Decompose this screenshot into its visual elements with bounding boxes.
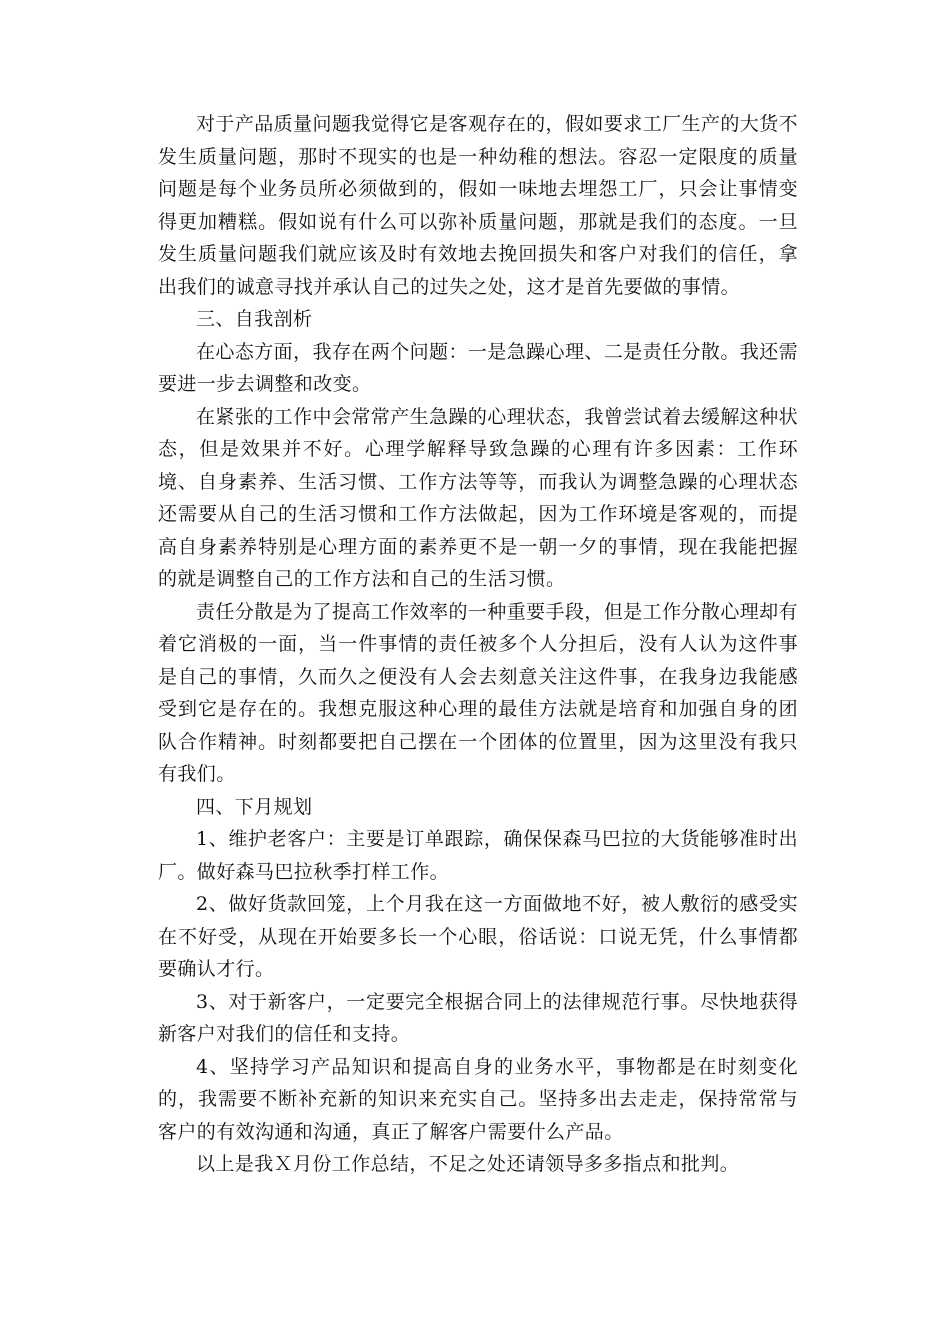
document-body (158, 108, 798, 1181)
section-heading-next-month-plan: 四、下月规划 (196, 795, 313, 818)
paragraph-quality-issues: 对于产品质量问题我觉得它是客观存在的，假如要求工厂生产的大货不发生质量问题，那时不现实的也是一种幼稚的想法。容忍一定限度的质量问题是每个业务员所必须做到的，假如一味地去埋怨工厂，只会让事情变得更加糟糕。假如说有什么可以弥补质量问题，那就是我们的态度。一旦发生质量问题我们就应该及时有效地去挽回损失和客户对我们的信任，拿出我们的诚意寻找并承认自己的过失之处，这才是首先要做的事情。 (158, 113, 798, 298)
plan-item-4: 4、坚持学习产品知识和提高自身的业务水平，事物都是在时刻变化的，我需要不断补充新的知识来充实自己。坚持多出去走走，保持常常与客户的有效沟通和沟通，真正了解客户需要什么产品。 (158, 1055, 798, 1143)
paragraph-mindset: 在心态方面，我存在两个问题：一是急躁心理、二是责任分散。我还需要进一步去调整和改变。 (158, 340, 798, 395)
plan-item-2: 2、做好货款回笼，上个月我在这一方面做地不好，被人敷衍的感受实在不好受，从现在开始要多长一个心眼，俗话说：口说无凭，什么事情都要确认才行。 (158, 893, 798, 980)
paragraph-impatience: 在紧张的工作中会常常产生急躁的心理状态，我曾尝试着去缓解这种状态，但是效果并不好。心理学解释导致急躁的心理有许多因素：工作环境、自身素养、生活习惯、工作方法等等，而我认为调整急躁的心理状态还需要从自己的生活习惯和工作方法做起，因为工作环境是客观的，而提高自身素养特别是心理方面的素养更不是一朝一夕的事情，现在我能把握的就是调整自己的工作方法和自己的生活习惯。 (158, 405, 798, 590)
section-heading-self-analysis: 三、自我剖析 (196, 308, 313, 330)
plan-item-3: 3、对于新客户，一定要完全根据合同上的法律规范行事。尽快地获得新客户对我们的信任和支持。 (158, 990, 798, 1045)
paragraph-responsibility: 责任分散是为了提高工作效率的一种重要手段，但是工作分散心理却有着它消极的一面，当一件事情的责任被多个人分担后，没有人认为这件事是自己的事情，久而久之便没有人会去刻意关注这件事，在我身边我能感受到它是存在的。我想克服这种心理的最佳方法就是培育和加强自身的团队合作精神。时刻都要把自己摆在一个团体的位置里，因为这里没有我只有我们。 (158, 600, 798, 785)
plan-item-1: 1、维护老客户：主要是订单跟踪，确保保森马巴拉的大货能够准时出厂。做好森马巴拉秋季打样工作。 (158, 828, 798, 883)
paragraph-conclusion: 以上是我Ｘ月份工作总结，不足之处还请领导多多指点和批判。 (196, 1153, 740, 1175)
